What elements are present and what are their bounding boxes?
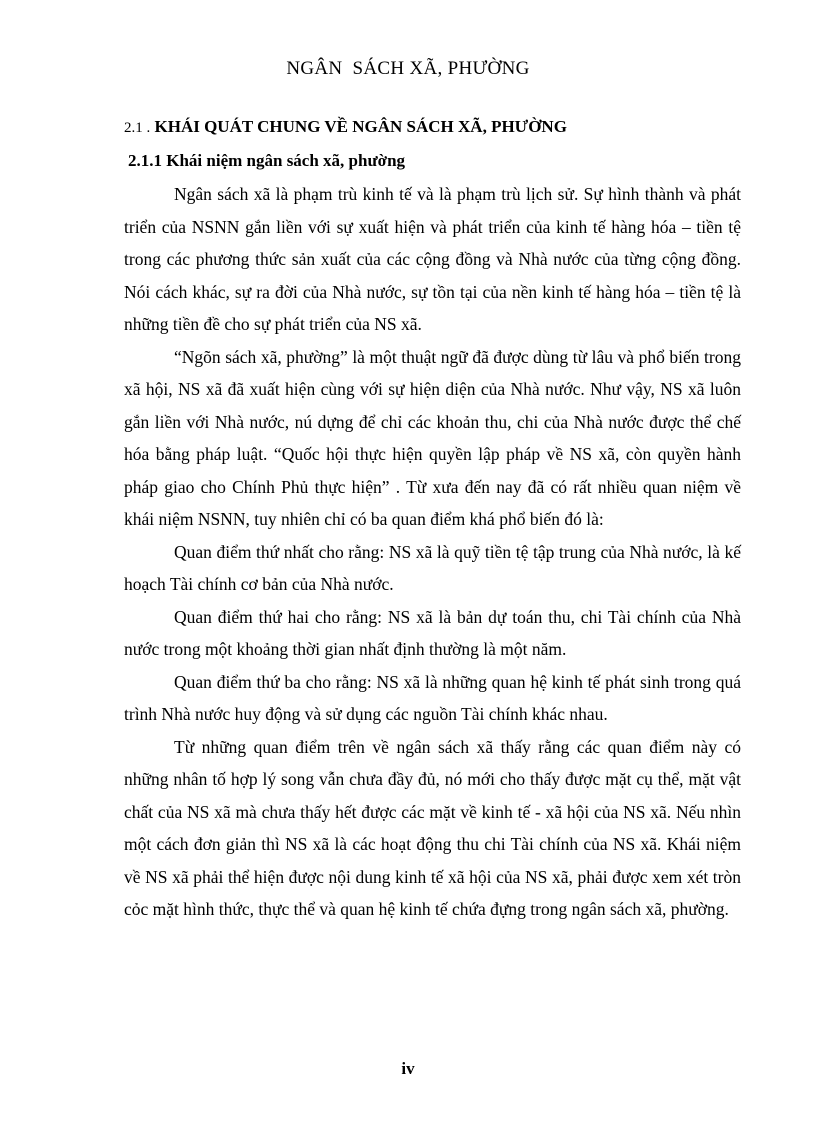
paragraph-6: Từ những quan điểm trên về ngân sách xã thấy rằng các quan điểm này có những nhân tố hợp lý song vẫn chưa đầy đủ, nó mới cho thấy được mặt cụ thể, mặt vật chất của NS xã mà chưa thấy hết được các mặt về kinh tế - xã hội của NS xã. Nếu nhìn một cách đơn giản thì NS xã là các hoạt động thu chi Tài chính của NS xã. Khái niệm về NS xã phải thể hiện được nội dung kinh tế xã hội của NS xã, phải được xem xét tròn cỏc mặt hình thức, thực thể và quan hệ kinh tế chứa đựng trong ngân sách xã, phường. — [124, 736, 741, 919]
body-text — [124, 178, 741, 926]
page-number: iv — [401, 1059, 415, 1078]
paragraph-5: Quan điểm thứ ba cho rằng: NS xã là những quan hệ kinh tế phát sinh trong quá trình Nhà nước huy động và sử dụng các nguồn Tài chính khác nhau. — [124, 671, 741, 724]
paragraph-1: Ngân sách xã là phạm trù kinh tế và là phạm trù lịch sử. Sự hình thành và phát triển của NSNN gắn liền với sự xuất hiện và phát triển của kinh tế hàng hóa – tiền tệ trong các phương thức sản xuất của các cộng đồng và Nhà nước của từng cộng đồng. Nói cách khác, sự ra đời của Nhà nước, sự tồn tại của nền kinh tế hàng hóa – tiền tệ là những tiền đề cho sự phát triển của NS xã. — [124, 184, 741, 334]
section-heading — [124, 117, 567, 137]
paragraph-3: Quan điểm thứ nhất cho rằng: NS xã là quỹ tiền tệ tập trung của Nhà nước, là kế hoạch Tài chính cơ bản của Nhà nước. — [124, 541, 741, 594]
subsection-heading: 2.1.1 Khái niệm ngân sách xã, phường — [128, 151, 406, 170]
page-title: NGÂN SÁCH XÃ, PHƯỜNG — [286, 58, 530, 79]
paragraph-2: “Ngõn sách xã, phường” là một thuật ngữ đã được dùng từ lâu và phổ biến trong xã hội, NS xã đã xuất hiện cùng với sự hiện diện của Nhà nước. Như vậy, NS xã luôn gắn liền với Nhà nước, nú dựng để chỉ các khoản thu, chi của Nhà nước được thể chế hóa bằng pháp luật. “Quốc hội thực hiện quyền lập pháp về NS xã, còn quyền hành pháp giao cho Chính Phủ thực hiện” . Từ xưa đến nay đã có rất nhiều quan niệm về khái niệm NSNN, tuy nhiên chỉ có ba quan điểm khá phổ biến đó là: — [124, 346, 741, 529]
paragraph-4: Quan điểm thứ hai cho rằng: NS xã là bản dự toán thu, chi Tài chính của Nhà nước trong một khoảng thời gian nhất định thường là một năm. — [124, 606, 741, 659]
section-heading-text: KHÁI QUÁT CHUNG VỀ NGÂN SÁCH XÃ, PHƯỜNG — [150, 117, 567, 136]
section-number: 2.1 . — [124, 120, 151, 136]
